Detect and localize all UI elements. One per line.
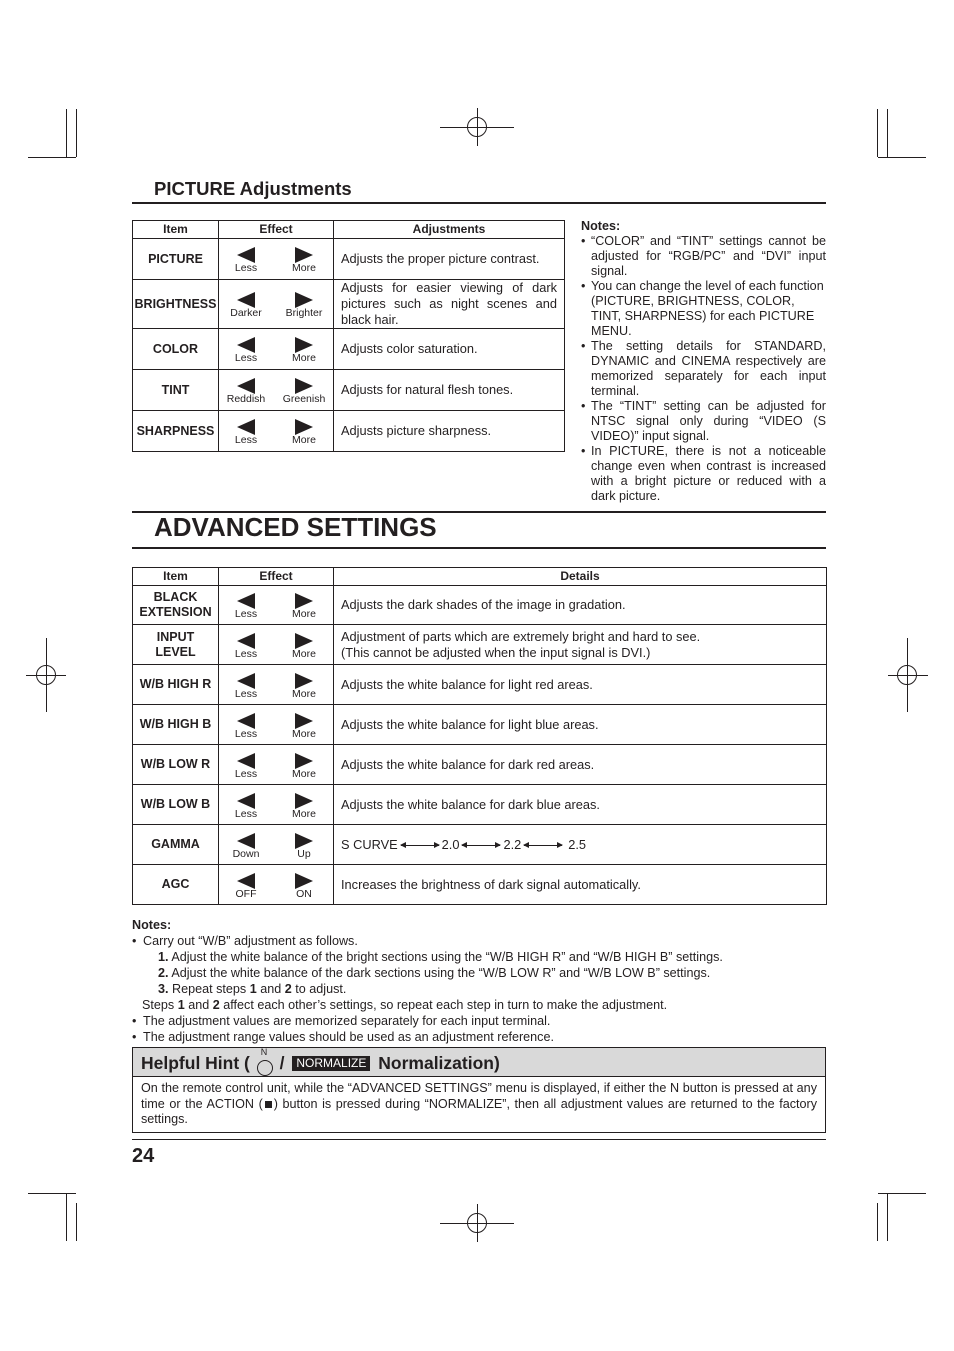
page-number: 24: [132, 1145, 155, 1167]
item-label: SHARPNESS: [133, 411, 219, 452]
effect-cell: [219, 665, 334, 705]
step-number: 2.: [158, 966, 169, 980]
effect-cell: [219, 280, 334, 329]
right-arrow-icon: [295, 753, 313, 769]
right-arrow-icon: [295, 633, 313, 649]
picture-notes: [581, 219, 826, 504]
note-item: • “COLOR” and “TINT” settings cannot be adjusted for “RGB/PC” and “DVI” input signal.: [581, 234, 826, 279]
table-row: [133, 370, 565, 411]
details-line2: (This cannot be adjusted when the input signal is DVI.): [341, 644, 651, 660]
effect-cell: [219, 370, 334, 411]
item-label-line2: LEVEL: [155, 644, 196, 659]
double-arrow-icon: [524, 845, 562, 846]
step-text: Adjust the white balance of the dark sections using the “W/B LOW R” and “W/B LOW B” settings.: [171, 966, 711, 980]
adjustment-text: Adjusts the proper picture contrast.: [334, 239, 565, 280]
effect-left-label: Down: [232, 847, 260, 860]
hint-text: On the remote control unit, while the “ADVANCED SETTINGS” menu is displayed, if either the N button is pressed at any time or the ACTION (: [141, 1081, 817, 1111]
step-ref: 1: [177, 998, 185, 1012]
note-item: • In PICTURE, there is not a noticeable change even when contrast is increased with a bright picture or reduced with a dark picture.: [581, 444, 826, 504]
adjustment-text: Adjusts for natural flesh tones.: [334, 370, 565, 411]
gamma-values: [334, 825, 827, 865]
advanced-notes: [132, 917, 826, 1045]
col-header-item: Item: [133, 221, 219, 239]
right-arrow-icon: [295, 833, 313, 849]
col-header-adjustments: Adjustments: [334, 221, 565, 239]
effect-right-label: More: [292, 687, 316, 700]
effect-cell: [219, 825, 334, 865]
item-label: W/B HIGH R: [133, 665, 219, 705]
step-text: and: [260, 982, 282, 996]
note-span: Steps: [142, 998, 175, 1012]
n-button-icon: [257, 1047, 273, 1072]
details-text: Increases the brightness of dark signal automatically.: [334, 865, 827, 905]
item-label-line1: BLACK: [153, 590, 198, 604]
item-label: W/B HIGH B: [133, 705, 219, 745]
effect-right-label: ON: [296, 887, 312, 900]
left-arrow-icon: [237, 378, 255, 394]
effect-cell: [219, 625, 334, 665]
effect-left-label: Less: [234, 687, 258, 700]
left-arrow-icon: [237, 337, 255, 353]
col-header-item: Item: [133, 568, 219, 586]
left-arrow-icon: [237, 833, 255, 849]
table-row: [133, 586, 827, 625]
hint-title-end: Normalization): [378, 1053, 500, 1073]
right-arrow-icon: [295, 793, 313, 809]
left-arrow-icon: [237, 713, 255, 729]
adjustment-text: Adjusts picture sharpness.: [334, 411, 565, 452]
table-row: [133, 411, 565, 452]
effect-cell: [219, 705, 334, 745]
hint-slash: /: [279, 1053, 285, 1073]
details-text: Adjusts the white balance for light red areas.: [334, 665, 827, 705]
section-rule: [132, 202, 826, 204]
col-header-details: Details: [334, 568, 827, 586]
effect-right-label: Up: [297, 847, 311, 860]
right-arrow-icon: [295, 873, 313, 889]
effect-right-label: More: [292, 767, 316, 780]
left-arrow-icon: [237, 593, 255, 609]
notes-title: Notes:: [132, 918, 172, 932]
advanced-table: [132, 567, 827, 905]
col-header-effect: Effect: [219, 568, 334, 586]
effect-cell: [219, 586, 334, 625]
col-header-effect: Effect: [219, 221, 334, 239]
table-row: [133, 665, 827, 705]
effect-left-label: Less: [234, 647, 258, 660]
step-ref: 1: [249, 982, 257, 996]
notes-title: Notes:: [581, 219, 621, 233]
section-title-advanced: ADVANCED SETTINGS: [154, 512, 437, 542]
details-text: Adjusts the white balance for dark red areas.: [334, 745, 827, 785]
item-label: W/B LOW B: [133, 785, 219, 825]
effect-left-label: Reddish: [226, 393, 266, 405]
effect-left-label: Less: [234, 262, 258, 274]
item-label-line1: INPUT: [156, 629, 195, 644]
details-text: Adjusts the dark shades of the image in gradation.: [334, 586, 827, 625]
item-label: [133, 586, 219, 625]
left-arrow-icon: [237, 873, 255, 889]
details-line1: Adjustment of parts which are extremely bright and hard to see.: [341, 628, 701, 644]
effect-left-label: Less: [234, 608, 258, 620]
hint-header: [133, 1048, 825, 1077]
table-row: [133, 785, 827, 825]
effect-left-label: Less: [234, 434, 258, 446]
effect-right-label: More: [292, 352, 316, 364]
step-number: 1.: [158, 950, 169, 964]
gamma-value: 2.2: [503, 836, 522, 852]
left-arrow-icon: [237, 247, 255, 263]
effect-cell: [219, 239, 334, 280]
table-row: [133, 705, 827, 745]
effect-right-label: More: [292, 727, 316, 740]
item-label: GAMMA: [133, 825, 219, 865]
note-span: and: [188, 998, 210, 1012]
hint-title-start: Helpful Hint (: [141, 1053, 250, 1073]
step-text: Repeat steps: [172, 982, 247, 996]
table-row: [133, 280, 565, 329]
details-text: Adjusts the white balance for light blue areas.: [334, 705, 827, 745]
effect-left-label: Darker: [230, 307, 262, 319]
adjustment-text: Adjusts color saturation.: [334, 329, 565, 370]
item-label: COLOR: [133, 329, 219, 370]
item-label: AGC: [133, 865, 219, 905]
step-text: to adjust.: [295, 982, 347, 996]
item-label: W/B LOW R: [133, 745, 219, 785]
section-title-picture: PICTURE Adjustments: [154, 178, 352, 199]
item-label: PICTURE: [133, 239, 219, 280]
right-arrow-icon: [295, 593, 313, 609]
effect-right-label: More: [292, 647, 316, 660]
table-row: [133, 239, 565, 280]
table-row: [133, 745, 827, 785]
footer-rule: [132, 1139, 826, 1140]
note-item: • The adjustment values are memorized separately for each input terminal.: [132, 1013, 826, 1029]
effect-cell: [219, 785, 334, 825]
right-arrow-icon: [295, 247, 313, 263]
normalize-label: NORMALIZE: [292, 1056, 370, 1071]
left-arrow-icon: [237, 419, 255, 435]
action-button-icon: [265, 1101, 272, 1108]
details-text: Adjusts the white balance for dark blue areas.: [334, 785, 827, 825]
left-arrow-icon: [237, 753, 255, 769]
effect-left-label: OFF: [235, 887, 257, 900]
note-span: affect each other’s settings, so repeat each step in turn to make the adjustment.: [223, 998, 668, 1012]
effect-right-label: More: [292, 262, 316, 274]
item-label-line2: EXTENSION: [139, 605, 212, 619]
adjustment-text: Adjusts for easier viewing of dark pictures such as night scenes and black hair.: [334, 280, 565, 329]
note-item: • You can change the level of each function (PICTURE, BRIGHTNESS, COLOR, TINT, SHARPNESS) for each PICTURE MENU.: [581, 279, 826, 339]
step-ref: 2: [212, 998, 220, 1012]
step-number: 3.: [158, 982, 169, 996]
note-step: [132, 949, 826, 965]
right-arrow-icon: [295, 337, 313, 353]
effect-cell: [219, 865, 334, 905]
item-label: BRIGHTNESS: [133, 280, 219, 329]
right-arrow-icon: [295, 673, 313, 689]
right-arrow-icon: [295, 378, 313, 394]
effect-right-label: Greenish: [282, 393, 326, 405]
effect-cell: [219, 329, 334, 370]
gamma-value: S CURVE: [341, 836, 398, 852]
table-row: [133, 865, 827, 905]
hint-text: ) button is pressed during “NORMALIZE”, then all adjustment values are returned to the factory settings.: [141, 1096, 817, 1126]
details-text: [334, 625, 827, 665]
effect-right-label: More: [292, 608, 316, 620]
table-row: [133, 825, 827, 865]
n-button-label: N: [260, 1047, 268, 1058]
step-ref: 2: [284, 982, 292, 996]
effect-right-label: Brighter: [285, 307, 323, 319]
right-arrow-icon: [295, 713, 313, 729]
left-arrow-icon: [237, 793, 255, 809]
effect-right-label: More: [292, 434, 316, 446]
hint-body: [133, 1077, 825, 1128]
note-item: • The “TINT” setting can be adjusted for NTSC signal only during “VIDEO (S VIDEO)” input signal.: [581, 399, 826, 444]
left-arrow-icon: [237, 292, 255, 308]
note-text: [132, 997, 826, 1013]
right-arrow-icon: [295, 292, 313, 308]
effect-left-label: Less: [234, 727, 258, 740]
note-item: • The setting details for STANDARD, DYNAMIC and CINEMA respectively are memorized separately for each input terminal.: [581, 339, 826, 399]
table-row: [133, 329, 565, 370]
note-item: • Carry out “W/B” adjustment as follows.: [132, 933, 826, 949]
item-label: TINT: [133, 370, 219, 411]
right-arrow-icon: [295, 419, 313, 435]
left-arrow-icon: [237, 673, 255, 689]
effect-left-label: Less: [234, 767, 258, 780]
gamma-value: 2.0: [441, 836, 460, 852]
gamma-value: 2.5: [568, 836, 587, 852]
section-rule-bottom: [132, 547, 826, 549]
effect-cell: [219, 411, 334, 452]
effect-cell: [219, 745, 334, 785]
step-text: Adjust the white balance of the bright sections using the “W/B HIGH R” and “W/B HIGH B” settings.: [171, 950, 723, 964]
effect-left-label: Less: [234, 352, 258, 364]
left-arrow-icon: [237, 633, 255, 649]
double-arrow-icon: [401, 845, 439, 846]
note-step: [132, 965, 826, 981]
effect-right-label: More: [292, 807, 316, 820]
note-item: • The adjustment range values should be used as an adjustment reference.: [132, 1029, 826, 1045]
item-label: [133, 625, 219, 665]
helpful-hint-box: [132, 1047, 826, 1133]
note-step: [132, 981, 826, 997]
double-arrow-icon: [462, 845, 500, 846]
effect-left-label: Less: [234, 807, 258, 820]
table-row: [133, 625, 827, 665]
picture-table: [132, 220, 565, 452]
